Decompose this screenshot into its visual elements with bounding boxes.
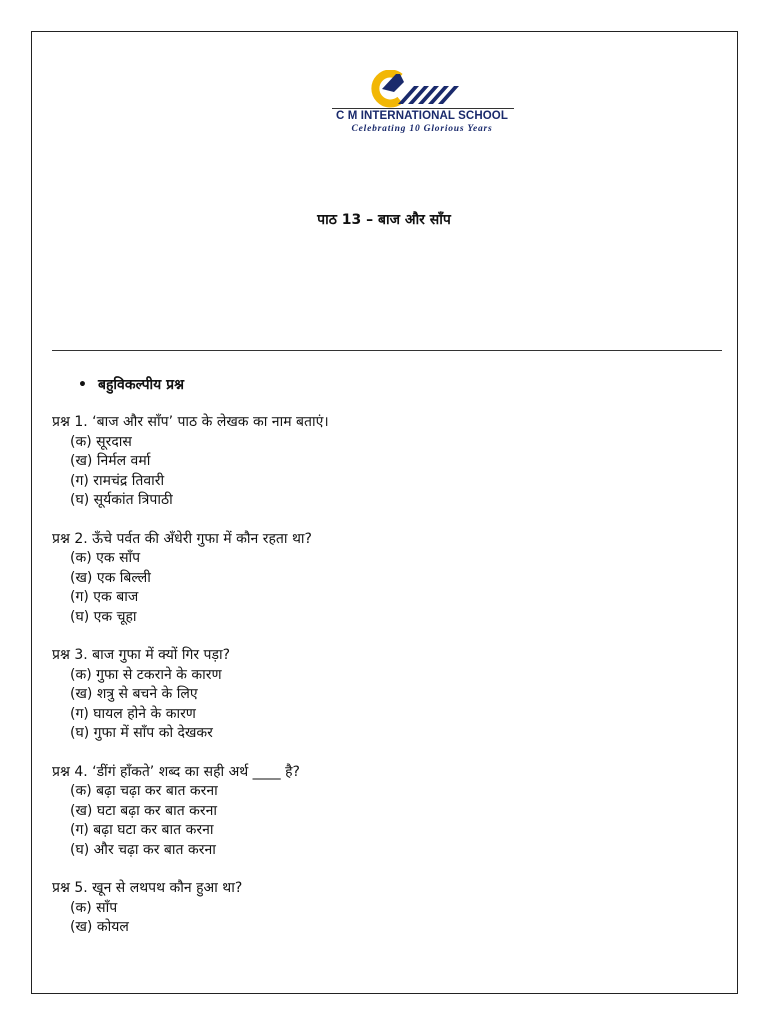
option-kha: (ख) घटा बढ़ा कर बात करना (70, 802, 218, 819)
question-text: प्रश्न 2. ऊँचे पर्वत की अँधेरी गुफा में कौन रहता था? (52, 530, 312, 547)
question-text: प्रश्न 4. ‘डींगं हाँकते’ शब्द का सही अर्थ ____ है? (52, 763, 300, 780)
question-4 (52, 763, 722, 861)
school-name: C M INTERNATIONAL SCHOOL (336, 110, 508, 122)
option-ka: (क) एक साँप (70, 550, 141, 566)
question-2 (52, 530, 722, 628)
option-ka: (क) साँप (70, 899, 118, 916)
option-gha: (घ) और चढ़ा कर बात करना (70, 841, 216, 858)
option-list (52, 433, 722, 511)
divider (52, 350, 722, 351)
question-text: प्रश्न 3. बाज गुफा में क्यों गिर पड़ा? (52, 647, 231, 663)
question-5 (52, 879, 722, 938)
option-ga: (ग) एक बाज (70, 589, 139, 605)
cm-logo-icon (368, 70, 468, 108)
bullet-icon: • (78, 377, 87, 393)
option-kha: (ख) शत्रु से बचने के लिए (70, 686, 198, 702)
option-list (52, 666, 722, 744)
option-list (52, 782, 722, 860)
option-ka: (क) बढ़ा चढ़ा कर बात करना (70, 783, 218, 799)
school-tagline: Celebrating 10 Glorious Years (351, 124, 493, 134)
section-heading (78, 375, 184, 394)
question-3 (52, 646, 722, 744)
option-gha: (घ) सूर्यकांत त्रिपाठी (70, 492, 173, 508)
question-1 (52, 413, 722, 511)
option-ga: (ग) बढ़ा घटा कर बात करना (70, 822, 214, 838)
option-kha: (ख) एक बिल्ली (70, 569, 151, 586)
question-list (52, 413, 722, 957)
option-ga: (ग) घायल होने के कारण (70, 705, 196, 722)
option-ka: (क) गुफा से टकराने के कारण (70, 666, 222, 683)
option-kha: (ख) निर्मल वर्मा (70, 453, 151, 469)
question-text: प्रश्न 1. ‘बाज और साँप’ पाठ के लेखक का नाम बताएं। (52, 414, 329, 430)
option-kha: (ख) कोयल (70, 919, 129, 935)
option-list (52, 549, 722, 627)
section-title: बहुविकल्पीय प्रश्न (98, 377, 185, 393)
option-list (52, 899, 722, 938)
lesson-title: पाठ 13 – बाज और साँप (317, 212, 451, 228)
school-logo (330, 70, 514, 140)
option-ka: (क) सूरदास (70, 433, 132, 450)
option-gha: (घ) एक चूहा (70, 608, 137, 625)
option-ga: (ग) रामचंद्र तिवारी (70, 472, 165, 489)
option-gha: (घ) गुफा में साँप को देखकर (70, 725, 213, 741)
question-text: प्रश्न 5. खून से लथपथ कौन हुआ था? (52, 880, 243, 896)
logo-rule (332, 108, 514, 109)
